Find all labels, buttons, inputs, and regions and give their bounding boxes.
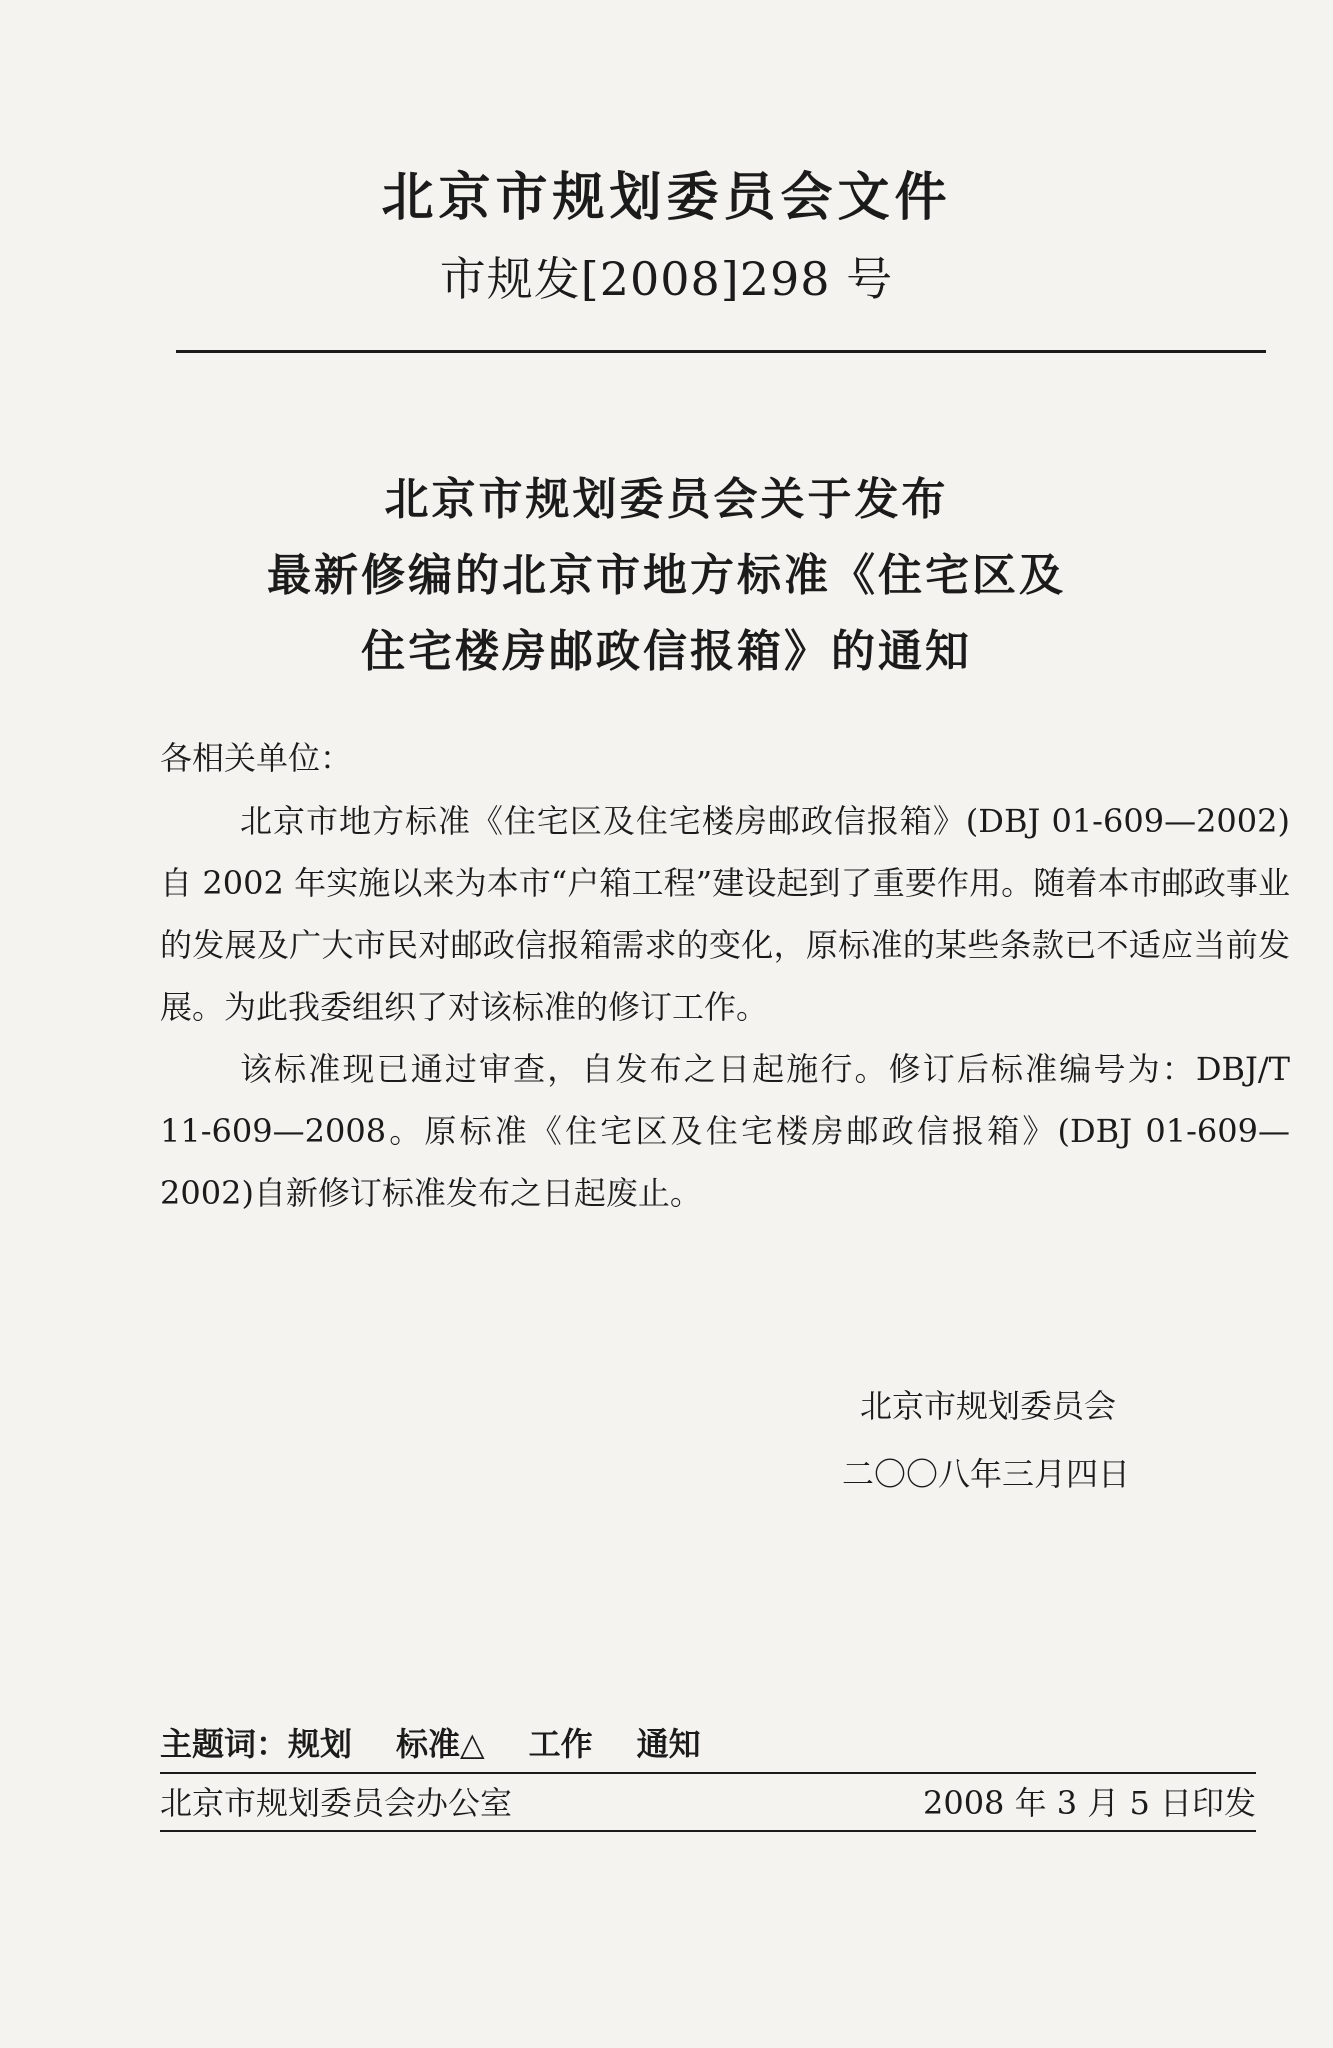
title-line: 住宅楼房邮政信报箱》的通知 [361, 626, 972, 677]
issuer-heading: 北京市规划委员会文件 [381, 168, 952, 228]
keyword: 工作 [528, 1725, 593, 1763]
title-line: 北京市规划委员会关于发布 [384, 474, 949, 525]
footer-divider-top [160, 1772, 1256, 1774]
issuing-office: 北京市规划委员会办公室 [160, 1784, 513, 1822]
salutation: 各相关单位： [160, 739, 353, 777]
signature-date: 二〇〇八年三月四日 [842, 1455, 1131, 1493]
subject-keywords [160, 1724, 701, 1764]
body-text [160, 790, 1290, 1224]
title-line: 最新修编的北京市地方标准《住宅区及 [267, 550, 1066, 601]
keyword: 标准△ [396, 1725, 485, 1763]
notice-title [0, 462, 1333, 690]
footer-divider-bottom [160, 1830, 1256, 1832]
body-paragraph: 北京市地方标准《住宅区及住宅楼房邮政信报箱》(DBJ 01-609—2002)自 2002 年实施以来为本市“户箱工程”建设起到了重要作用。随着本市邮政事业的发展及广大市民对邮政信报箱需求的变化，原标准的某些条款已不适应当前发展。为此我委组织了对该标准的修订工作。 [160, 802, 1290, 1026]
keyword: 规划 [288, 1725, 353, 1763]
signature-org: 北京市规划委员会 [860, 1387, 1117, 1425]
header-divider [176, 350, 1266, 353]
body-paragraph: 该标准现已通过审查，自发布之日起施行。修订后标准编号为：DBJ/T 11-609—2008。原标准《住宅区及住宅楼房邮政信报箱》(DBJ 01-609—2002)自新修订标准发布之日起废止。 [160, 1050, 1290, 1212]
keywords-label: 主题词： [160, 1725, 289, 1763]
signature-block [842, 1372, 1131, 1508]
print-date: 2008 年 3 月 5 日印发 [922, 1784, 1256, 1822]
footer-distribution [160, 1782, 1256, 1824]
document-number: 市规发[2008]298 号 [439, 252, 894, 306]
keyword: 通知 [636, 1725, 701, 1763]
